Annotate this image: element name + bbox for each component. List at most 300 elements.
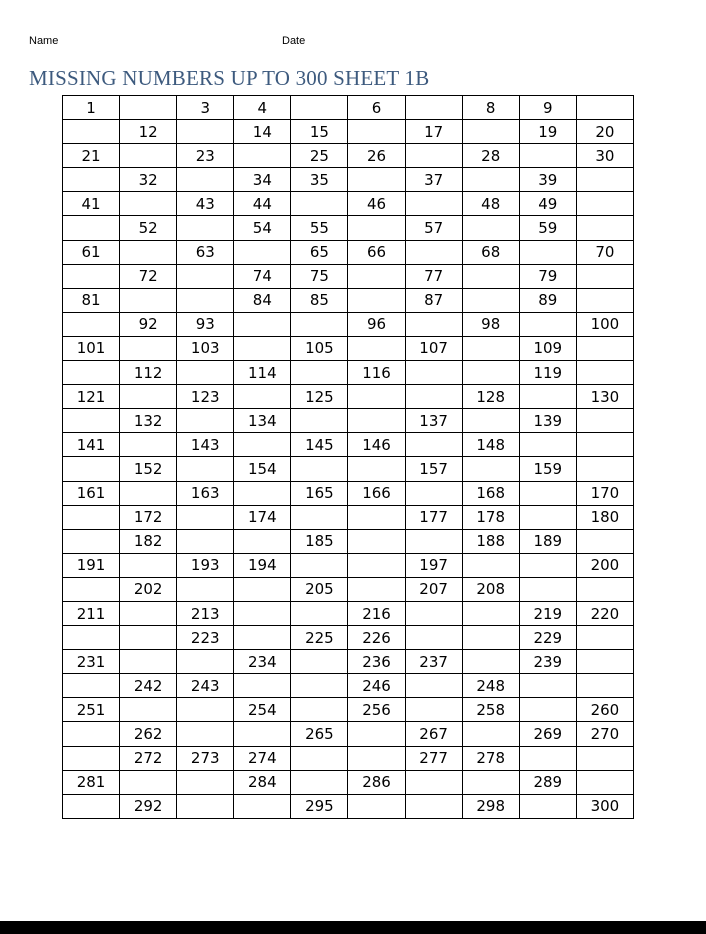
number-cell: 17: [405, 120, 462, 144]
blank-cell[interactable]: [177, 650, 234, 674]
blank-cell[interactable]: [576, 577, 633, 601]
number-cell: 72: [120, 264, 177, 288]
number-cell: 258: [462, 698, 519, 722]
grid-row: [63, 168, 634, 192]
number-cell: 193: [177, 553, 234, 577]
blank-cell[interactable]: [120, 385, 177, 409]
number-cell: 246: [348, 674, 405, 698]
blank-cell[interactable]: [405, 433, 462, 457]
blank-cell[interactable]: [462, 168, 519, 192]
blank-cell[interactable]: [120, 626, 177, 650]
blank-cell[interactable]: [519, 794, 576, 818]
number-cell: 12: [120, 120, 177, 144]
blank-cell[interactable]: [348, 288, 405, 312]
grid-row: [63, 674, 634, 698]
number-cell: 137: [405, 409, 462, 433]
blank-cell[interactable]: [291, 505, 348, 529]
number-cell: 254: [234, 698, 291, 722]
blank-cell[interactable]: [120, 553, 177, 577]
number-cell: 256: [348, 698, 405, 722]
blank-cell[interactable]: [63, 409, 120, 433]
number-cell: 112: [120, 361, 177, 385]
number-cell: 96: [348, 312, 405, 336]
blank-cell[interactable]: [348, 457, 405, 481]
blank-cell[interactable]: [291, 457, 348, 481]
number-cell: 278: [462, 746, 519, 770]
number-cell: 161: [63, 481, 120, 505]
blank-cell[interactable]: [348, 553, 405, 577]
number-cell: 272: [120, 746, 177, 770]
number-cell: 269: [519, 722, 576, 746]
blank-cell[interactable]: [519, 698, 576, 722]
number-cell: 37: [405, 168, 462, 192]
grid-row: [63, 216, 634, 240]
number-cell: 141: [63, 433, 120, 457]
number-cell: 274: [234, 746, 291, 770]
blank-cell[interactable]: [63, 505, 120, 529]
blank-cell[interactable]: [234, 240, 291, 264]
number-cell: 52: [120, 216, 177, 240]
grid-row: [63, 433, 634, 457]
blank-cell[interactable]: [462, 626, 519, 650]
number-cell: 300: [576, 794, 633, 818]
blank-cell[interactable]: [291, 601, 348, 625]
number-cell: 189: [519, 529, 576, 553]
number-cell: 54: [234, 216, 291, 240]
blank-cell[interactable]: [462, 216, 519, 240]
blank-cell[interactable]: [234, 626, 291, 650]
blank-cell[interactable]: [576, 457, 633, 481]
number-cell: 19: [519, 120, 576, 144]
blank-cell[interactable]: [177, 457, 234, 481]
blank-cell[interactable]: [462, 722, 519, 746]
blank-cell[interactable]: [120, 433, 177, 457]
blank-cell[interactable]: [177, 264, 234, 288]
blank-cell[interactable]: [405, 770, 462, 794]
number-cell: 101: [63, 336, 120, 360]
blank-cell[interactable]: [576, 674, 633, 698]
blank-cell[interactable]: [405, 674, 462, 698]
blank-cell[interactable]: [234, 312, 291, 336]
blank-cell[interactable]: [348, 120, 405, 144]
number-cell: 84: [234, 288, 291, 312]
number-cell: 177: [405, 505, 462, 529]
number-cell: 116: [348, 361, 405, 385]
blank-cell[interactable]: [234, 674, 291, 698]
blank-cell[interactable]: [576, 96, 633, 120]
blank-cell[interactable]: [177, 409, 234, 433]
blank-cell[interactable]: [348, 529, 405, 553]
blank-cell[interactable]: [120, 288, 177, 312]
number-cell: 243: [177, 674, 234, 698]
number-cell: 3: [177, 96, 234, 120]
number-cell: 41: [63, 192, 120, 216]
blank-cell[interactable]: [120, 770, 177, 794]
number-cell: 74: [234, 264, 291, 288]
number-cell: 152: [120, 457, 177, 481]
blank-cell[interactable]: [177, 698, 234, 722]
number-cell: 55: [291, 216, 348, 240]
blank-cell[interactable]: [348, 168, 405, 192]
number-cell: 188: [462, 529, 519, 553]
blank-cell[interactable]: [348, 746, 405, 770]
grid-row: [63, 794, 634, 818]
number-cell: 87: [405, 288, 462, 312]
number-cell: 89: [519, 288, 576, 312]
blank-cell[interactable]: [348, 505, 405, 529]
blank-cell[interactable]: [177, 794, 234, 818]
blank-cell[interactable]: [234, 794, 291, 818]
number-cell: 59: [519, 216, 576, 240]
number-cell: 1: [63, 96, 120, 120]
blank-cell[interactable]: [234, 722, 291, 746]
blank-cell[interactable]: [576, 288, 633, 312]
grid-row: [63, 240, 634, 264]
number-cell: 34: [234, 168, 291, 192]
blank-cell[interactable]: [291, 96, 348, 120]
blank-cell[interactable]: [519, 505, 576, 529]
number-cell: 15: [291, 120, 348, 144]
grid-row: [63, 457, 634, 481]
blank-cell[interactable]: [63, 264, 120, 288]
blank-cell[interactable]: [234, 385, 291, 409]
blank-cell[interactable]: [291, 650, 348, 674]
blank-cell[interactable]: [405, 385, 462, 409]
blank-cell[interactable]: [177, 770, 234, 794]
blank-cell[interactable]: [519, 674, 576, 698]
blank-cell[interactable]: [405, 192, 462, 216]
number-cell: 75: [291, 264, 348, 288]
blank-cell[interactable]: [462, 553, 519, 577]
blank-cell[interactable]: [576, 746, 633, 770]
blank-cell[interactable]: [120, 650, 177, 674]
number-cell: 205: [291, 577, 348, 601]
blank-cell[interactable]: [348, 794, 405, 818]
blank-cell[interactable]: [576, 626, 633, 650]
grid-row: [63, 722, 634, 746]
grid-row: [63, 336, 634, 360]
number-cell: 262: [120, 722, 177, 746]
blank-cell[interactable]: [462, 457, 519, 481]
blank-cell[interactable]: [462, 288, 519, 312]
blank-cell[interactable]: [405, 529, 462, 553]
blank-cell[interactable]: [177, 505, 234, 529]
grid-row: [63, 96, 634, 120]
number-cell: 8: [462, 96, 519, 120]
number-cell: 211: [63, 601, 120, 625]
blank-cell[interactable]: [63, 529, 120, 553]
blank-cell[interactable]: [405, 794, 462, 818]
number-cell: 185: [291, 529, 348, 553]
blank-cell[interactable]: [291, 553, 348, 577]
blank-cell[interactable]: [234, 481, 291, 505]
number-cell: 121: [63, 385, 120, 409]
blank-cell[interactable]: [291, 192, 348, 216]
number-cell: 166: [348, 481, 405, 505]
number-cell: 270: [576, 722, 633, 746]
blank-cell[interactable]: [177, 120, 234, 144]
blank-cell[interactable]: [177, 288, 234, 312]
blank-cell[interactable]: [405, 144, 462, 168]
blank-cell[interactable]: [576, 216, 633, 240]
number-cell: 63: [177, 240, 234, 264]
grid-row: [63, 120, 634, 144]
number-cell: 172: [120, 505, 177, 529]
number-cell: 213: [177, 601, 234, 625]
blank-cell[interactable]: [63, 216, 120, 240]
blank-cell[interactable]: [234, 529, 291, 553]
blank-cell[interactable]: [291, 698, 348, 722]
grid-row: [63, 409, 634, 433]
number-cell: 174: [234, 505, 291, 529]
number-cell: 237: [405, 650, 462, 674]
number-cell: 157: [405, 457, 462, 481]
blank-cell[interactable]: [291, 770, 348, 794]
blank-cell[interactable]: [120, 601, 177, 625]
blank-cell[interactable]: [519, 385, 576, 409]
blank-cell[interactable]: [405, 481, 462, 505]
blank-cell[interactable]: [63, 120, 120, 144]
blank-cell[interactable]: [348, 264, 405, 288]
blank-cell[interactable]: [462, 336, 519, 360]
number-cell: 77: [405, 264, 462, 288]
blank-cell[interactable]: [120, 698, 177, 722]
blank-cell[interactable]: [234, 577, 291, 601]
number-cell: 273: [177, 746, 234, 770]
grid-row: [63, 650, 634, 674]
blank-cell[interactable]: [405, 96, 462, 120]
blank-cell[interactable]: [462, 601, 519, 625]
number-cell: 57: [405, 216, 462, 240]
blank-cell[interactable]: [405, 698, 462, 722]
blank-cell[interactable]: [177, 722, 234, 746]
blank-cell[interactable]: [462, 770, 519, 794]
blank-cell[interactable]: [405, 626, 462, 650]
blank-cell[interactable]: [234, 144, 291, 168]
grid-row: [63, 746, 634, 770]
number-cell: 132: [120, 409, 177, 433]
number-cell: 20: [576, 120, 633, 144]
blank-cell[interactable]: [120, 144, 177, 168]
number-cell: 30: [576, 144, 633, 168]
number-cell: 265: [291, 722, 348, 746]
number-cell: 26: [348, 144, 405, 168]
blank-cell[interactable]: [576, 409, 633, 433]
blank-cell[interactable]: [519, 144, 576, 168]
blank-cell[interactable]: [63, 674, 120, 698]
blank-cell[interactable]: [120, 336, 177, 360]
grid-row: [63, 601, 634, 625]
number-cell: 32: [120, 168, 177, 192]
blank-cell[interactable]: [63, 746, 120, 770]
number-cell: 148: [462, 433, 519, 457]
number-cell: 14: [234, 120, 291, 144]
blank-cell[interactable]: [576, 336, 633, 360]
blank-cell[interactable]: [576, 361, 633, 385]
number-cell: 182: [120, 529, 177, 553]
blank-cell[interactable]: [519, 481, 576, 505]
blank-cell[interactable]: [519, 240, 576, 264]
blank-cell[interactable]: [519, 577, 576, 601]
number-cell: 128: [462, 385, 519, 409]
blank-cell[interactable]: [63, 722, 120, 746]
blank-cell[interactable]: [462, 120, 519, 144]
number-cell: 234: [234, 650, 291, 674]
blank-cell[interactable]: [519, 553, 576, 577]
blank-cell[interactable]: [576, 529, 633, 553]
number-cell: 123: [177, 385, 234, 409]
blank-cell[interactable]: [348, 385, 405, 409]
blank-cell[interactable]: [234, 433, 291, 457]
date-label: Date: [282, 35, 306, 47]
worksheet-title: MISSING NUMBERS UP TO 300 SHEET 1B: [29, 66, 430, 90]
grid-row: [63, 144, 634, 168]
blank-cell[interactable]: [120, 481, 177, 505]
number-cell: 231: [63, 650, 120, 674]
number-cell: 216: [348, 601, 405, 625]
grid-row: [63, 770, 634, 794]
number-cell: 277: [405, 746, 462, 770]
number-cell: 281: [63, 770, 120, 794]
grid-row: [63, 385, 634, 409]
blank-cell[interactable]: [348, 577, 405, 601]
blank-cell[interactable]: [576, 650, 633, 674]
number-cell: 207: [405, 577, 462, 601]
number-cell: 98: [462, 312, 519, 336]
blank-cell[interactable]: [405, 240, 462, 264]
number-cell: 191: [63, 553, 120, 577]
blank-cell[interactable]: [462, 361, 519, 385]
number-cell: 105: [291, 336, 348, 360]
number-cell: 28: [462, 144, 519, 168]
number-cell: 168: [462, 481, 519, 505]
blank-cell[interactable]: [177, 361, 234, 385]
blank-cell[interactable]: [519, 433, 576, 457]
blank-cell[interactable]: [234, 601, 291, 625]
number-cell: 226: [348, 626, 405, 650]
number-cell: 202: [120, 577, 177, 601]
number-cell: 163: [177, 481, 234, 505]
blank-cell[interactable]: [348, 409, 405, 433]
blank-cell[interactable]: [177, 216, 234, 240]
blank-cell[interactable]: [63, 577, 120, 601]
blank-cell[interactable]: [120, 240, 177, 264]
blank-cell[interactable]: [291, 746, 348, 770]
blank-cell[interactable]: [63, 168, 120, 192]
number-cell: 25: [291, 144, 348, 168]
number-cell: 70: [576, 240, 633, 264]
blank-cell[interactable]: [63, 457, 120, 481]
blank-cell[interactable]: [120, 192, 177, 216]
number-cell: 208: [462, 577, 519, 601]
blank-cell[interactable]: [63, 794, 120, 818]
blank-cell[interactable]: [462, 264, 519, 288]
blank-cell[interactable]: [405, 601, 462, 625]
number-cell: 46: [348, 192, 405, 216]
blank-cell[interactable]: [348, 722, 405, 746]
number-cell: 159: [519, 457, 576, 481]
number-cell: 180: [576, 505, 633, 529]
number-cell: 85: [291, 288, 348, 312]
blank-cell[interactable]: [462, 650, 519, 674]
number-cell: 251: [63, 698, 120, 722]
grid-row: [63, 577, 634, 601]
number-cell: 6: [348, 96, 405, 120]
blank-cell[interactable]: [291, 674, 348, 698]
blank-cell[interactable]: [234, 336, 291, 360]
grid-row: [63, 626, 634, 650]
grid-row: [63, 288, 634, 312]
number-cell: 143: [177, 433, 234, 457]
grid-row: [63, 481, 634, 505]
number-cell: 295: [291, 794, 348, 818]
number-cell: 229: [519, 626, 576, 650]
blank-cell[interactable]: [348, 216, 405, 240]
number-cell: 289: [519, 770, 576, 794]
blank-cell[interactable]: [291, 361, 348, 385]
number-cell: 267: [405, 722, 462, 746]
blank-cell[interactable]: [462, 409, 519, 433]
number-cell: 68: [462, 240, 519, 264]
number-cell: 9: [519, 96, 576, 120]
blank-cell[interactable]: [291, 409, 348, 433]
number-cell: 92: [120, 312, 177, 336]
number-cell: 48: [462, 192, 519, 216]
blank-cell[interactable]: [63, 361, 120, 385]
number-cell: 44: [234, 192, 291, 216]
blank-cell[interactable]: [348, 336, 405, 360]
number-cell: 194: [234, 553, 291, 577]
number-cell: 225: [291, 626, 348, 650]
number-cell: 35: [291, 168, 348, 192]
number-cell: 93: [177, 312, 234, 336]
blank-cell[interactable]: [291, 312, 348, 336]
blank-cell[interactable]: [177, 529, 234, 553]
blank-cell[interactable]: [576, 192, 633, 216]
number-cell: 139: [519, 409, 576, 433]
blank-cell[interactable]: [519, 312, 576, 336]
blank-cell[interactable]: [63, 312, 120, 336]
name-label: Name: [29, 35, 59, 47]
number-cell: 61: [63, 240, 120, 264]
blank-cell[interactable]: [576, 264, 633, 288]
number-cell: 109: [519, 336, 576, 360]
blank-cell[interactable]: [120, 96, 177, 120]
grid-row: [63, 361, 634, 385]
number-cell: 49: [519, 192, 576, 216]
blank-cell[interactable]: [576, 168, 633, 192]
number-cell: 81: [63, 288, 120, 312]
blank-cell[interactable]: [405, 361, 462, 385]
number-cell: 119: [519, 361, 576, 385]
number-cell: 223: [177, 626, 234, 650]
number-cell: 178: [462, 505, 519, 529]
blank-cell[interactable]: [63, 626, 120, 650]
number-cell: 220: [576, 601, 633, 625]
number-cell: 248: [462, 674, 519, 698]
blank-cell[interactable]: [576, 433, 633, 457]
blank-cell[interactable]: [519, 746, 576, 770]
blank-cell[interactable]: [576, 770, 633, 794]
number-cell: 100: [576, 312, 633, 336]
blank-cell[interactable]: [177, 577, 234, 601]
number-cell: 130: [576, 385, 633, 409]
number-cell: 197: [405, 553, 462, 577]
grid-row: [63, 553, 634, 577]
number-grid-body: [63, 96, 634, 819]
blank-cell[interactable]: [177, 168, 234, 192]
blank-cell[interactable]: [405, 312, 462, 336]
